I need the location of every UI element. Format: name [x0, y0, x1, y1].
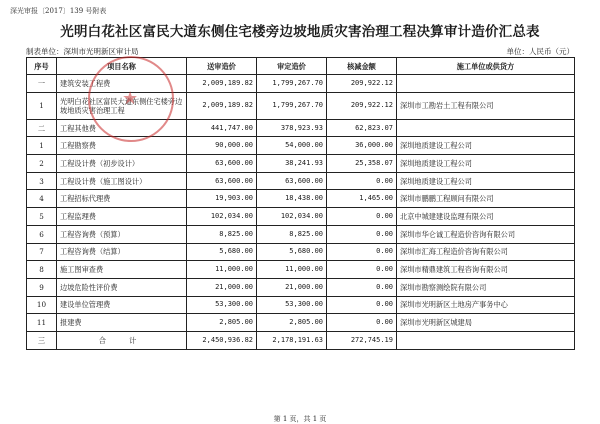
table-row — [27, 225, 575, 243]
table-row — [27, 261, 575, 279]
cell-item-name: 工程监理费 — [57, 208, 187, 226]
cell-submitted: 90,000.00 — [187, 137, 257, 155]
cell-submitted: 63,600.00 — [187, 172, 257, 190]
cell-contractor: 深圳市鹏鹏工程顾问有限公司 — [397, 190, 575, 208]
cell-item-name: 工程设计费（施工图设计） — [57, 172, 187, 190]
cell-reduced: 36,000.00 — [327, 137, 397, 155]
cell-submitted: 5,680.00 — [187, 243, 257, 261]
cell-reduced: 1,465.00 — [327, 190, 397, 208]
header-approved: 审定造价 — [257, 58, 327, 75]
header-unit: 施工单位或供货方 — [397, 58, 575, 75]
cell-item-name: 边坡危险性评价费 — [57, 278, 187, 296]
cell-seq: 三 — [27, 331, 57, 349]
cell-contractor — [397, 331, 575, 349]
cell-item-name: 工程招标代理费 — [57, 190, 187, 208]
cell-contractor: 深圳市精鼎建筑工程咨询有限公司 — [397, 261, 575, 279]
table-row — [27, 278, 575, 296]
header-seq: 序号 — [27, 58, 57, 75]
cell-seq: 11 — [27, 314, 57, 332]
cell-reduced: 62,823.07 — [327, 119, 397, 137]
cell-item-name: 建设单位管理费 — [57, 296, 187, 314]
table-row — [27, 137, 575, 155]
cell-reduced: 0.00 — [327, 278, 397, 296]
cell-contractor — [397, 75, 575, 93]
cell-submitted: 2,009,189.82 — [187, 75, 257, 93]
cell-contractor — [397, 119, 575, 137]
cell-contractor: 深圳地质建设工程公司 — [397, 137, 575, 155]
cell-contractor: 深圳地质建设工程公司 — [397, 155, 575, 173]
cell-submitted: 21,000.00 — [187, 278, 257, 296]
cell-seq: 10 — [27, 296, 57, 314]
header-submitted: 送审造价 — [187, 58, 257, 75]
cell-approved: 53,300.00 — [257, 296, 327, 314]
cell-approved: 21,000.00 — [257, 278, 327, 296]
cell-item-name: 报建费 — [57, 314, 187, 332]
cell-reduced: 0.00 — [327, 208, 397, 226]
cell-approved: 8,825.00 — [257, 225, 327, 243]
cell-seq: 二 — [27, 119, 57, 137]
table-row — [27, 172, 575, 190]
cell-seq: 3 — [27, 172, 57, 190]
cell-approved: 38,241.93 — [257, 155, 327, 173]
cell-reduced: 272,745.19 — [327, 331, 397, 349]
cell-approved: 11,000.00 — [257, 261, 327, 279]
cell-reduced: 209,922.12 — [327, 92, 397, 119]
cell-reduced: 0.00 — [327, 314, 397, 332]
cell-approved: 2,805.00 — [257, 314, 327, 332]
cell-submitted: 11,000.00 — [187, 261, 257, 279]
cell-submitted: 53,300.00 — [187, 296, 257, 314]
cell-seq: 1 — [27, 92, 57, 119]
document-title: 光明白花社区富民大道东侧住宅楼旁边坡地质灾害治理工程决算审计造价汇总表 — [60, 24, 540, 40]
cell-reduced: 209,922.12 — [327, 75, 397, 93]
cell-submitted: 2,009,189.82 — [187, 92, 257, 119]
cell-item-name: 施工图审查费 — [57, 261, 187, 279]
cell-contractor: 深圳市汇海工程造价咨询有限公司 — [397, 243, 575, 261]
cell-seq: 2 — [27, 155, 57, 173]
cell-submitted: 2,805.00 — [187, 314, 257, 332]
cell-item-name: 工程其他费 — [57, 119, 187, 137]
currency-unit: 单位：人民币（元） — [506, 47, 574, 56]
header-name: 项目名称 — [57, 58, 187, 75]
cell-seq: 7 — [27, 243, 57, 261]
cell-submitted: 441,747.00 — [187, 119, 257, 137]
cell-item-name: 工程咨询费（预算） — [57, 225, 187, 243]
header-reduced: 核减金额 — [327, 58, 397, 75]
cell-approved: 1,799,267.70 — [257, 92, 327, 119]
cell-approved: 5,680.00 — [257, 243, 327, 261]
cell-contractor: 深圳市光明新区土地房产事务中心 — [397, 296, 575, 314]
table-row — [27, 190, 575, 208]
cell-item-name: 工程勘察费 — [57, 137, 187, 155]
table-row — [27, 208, 575, 226]
cell-submitted: 63,600.00 — [187, 155, 257, 173]
cell-reduced: 0.00 — [327, 172, 397, 190]
cell-reduced: 25,358.07 — [327, 155, 397, 173]
prepared-by: 制表单位：深圳市光明新区审计局 — [26, 47, 139, 56]
cell-seq: 6 — [27, 225, 57, 243]
cell-contractor: 深圳市华仑诚工程造价咨询有限公司 — [397, 225, 575, 243]
cell-approved: 18,438.00 — [257, 190, 327, 208]
cell-seq: 5 — [27, 208, 57, 226]
official-stamp — [88, 56, 174, 142]
cell-item-name: 工程设计费（初步设计） — [57, 155, 187, 173]
cell-approved: 102,034.00 — [257, 208, 327, 226]
cell-contractor: 深圳地质建设工程公司 — [397, 172, 575, 190]
cell-approved: 378,923.93 — [257, 119, 327, 137]
table-row — [27, 155, 575, 173]
page-footer: 第 1 页，共 1 页 — [273, 415, 327, 423]
cell-seq: 9 — [27, 278, 57, 296]
cell-item-name: 合 计 — [57, 331, 187, 349]
cell-item-name: 光明白花社区富民大道东侧住宅楼旁边坡地质灾害治理工程 — [57, 92, 187, 119]
cell-approved: 2,178,191.63 — [257, 331, 327, 349]
cell-item-name: 工程咨询费（结算） — [57, 243, 187, 261]
cell-submitted: 19,903.00 — [187, 190, 257, 208]
cell-seq: 4 — [27, 190, 57, 208]
cell-seq: 1 — [27, 137, 57, 155]
cell-contractor: 北京中城建建设监理有限公司 — [397, 208, 575, 226]
cell-approved: 1,799,267.70 — [257, 75, 327, 93]
cell-reduced: 0.00 — [327, 243, 397, 261]
cell-submitted: 2,450,936.82 — [187, 331, 257, 349]
cell-approved: 63,600.00 — [257, 172, 327, 190]
cell-seq: 8 — [27, 261, 57, 279]
cell-reduced: 0.00 — [327, 261, 397, 279]
cell-contractor: 深圳市工勘岩土工程有限公司 — [397, 92, 575, 119]
document-ref: 深光审报〔2017〕139 号附表 — [10, 7, 107, 15]
table-row — [27, 296, 575, 314]
cell-contractor: 深圳市光明新区城建局 — [397, 314, 575, 332]
table-row — [27, 243, 575, 261]
total-row — [27, 331, 575, 349]
cell-submitted: 8,825.00 — [187, 225, 257, 243]
cell-submitted: 102,034.00 — [187, 208, 257, 226]
cell-reduced: 0.00 — [327, 225, 397, 243]
cell-reduced: 0.00 — [327, 296, 397, 314]
cell-contractor: 深圳市勘察测绘院有限公司 — [397, 278, 575, 296]
cell-seq: 一 — [27, 75, 57, 93]
cell-item-name: 建筑安装工程费 — [57, 75, 187, 93]
cell-approved: 54,000.00 — [257, 137, 327, 155]
table-row — [27, 314, 575, 332]
